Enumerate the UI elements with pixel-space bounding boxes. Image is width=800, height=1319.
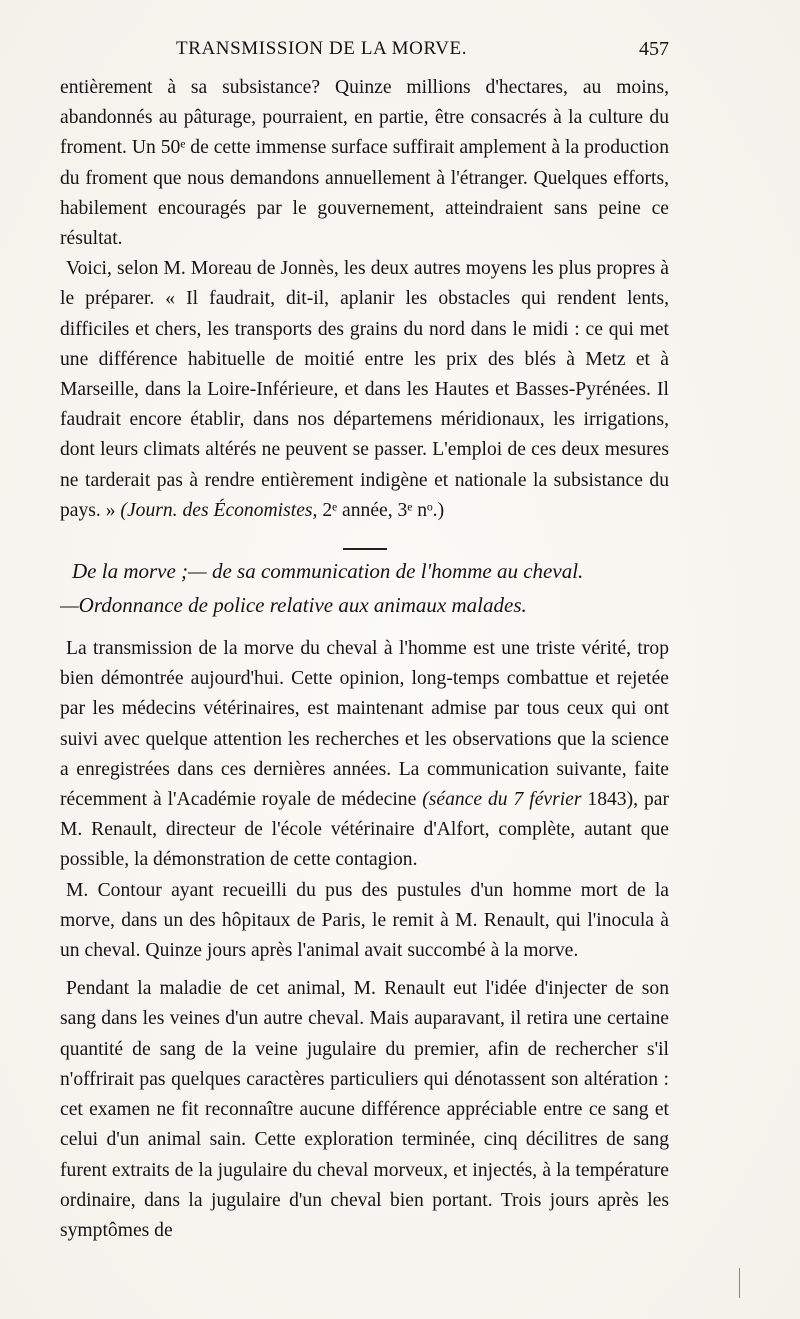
paragraph-3-text-a: La transmission de la morve du cheval à l'homme est une triste vérité, trop bien démontrée aujourd'hui. Cette opinion, long-temps combattue et rejetée par les médecins vétérinaires, est maintenant admise par tous ceux qui ont suivi avec quelque attention les recherches et les observations que la science a enregistrées dans ces dernières années. La communication suivante, faite récemment à l'Académie royale de médecine bbox=[60, 638, 669, 811]
paragraph-2-text: Voici, selon M. Moreau de Jonnès, les deux autres moyens les plus propres à le préparer. « Il faudrait, dit-il, aplanir les obstacles qui rendent lents, difficiles et chers, les transports des grains du nord dans le midi : ce qui met une différence habituelle de moitié entre les prix des blés à Metz et à Marseille, dans la Loire-Inférieure, et dans les Hautes et Basses-Pyrénées. Il faudrait encore établir, dans nos départemens méridionaux, les irrigations, dont leurs climats altérés ne peuvent se passer. L'emploi de ces deux mesures ne tarderait pas à rendre entièrement indigène et nationale la subsistance du pays. » bbox=[60, 258, 669, 521]
body-text bbox=[60, 73, 669, 1246]
paragraph-3-text-b: 1843), par M. Renault, directeur de l'école vétérinaire d'Alfort, complète, autant que possible, la démonstration de cette contagion. bbox=[60, 789, 669, 871]
citation-source: (Journ. des Économistes, bbox=[120, 499, 318, 521]
session-date: (séance du 7 février bbox=[422, 789, 582, 811]
margin-mark bbox=[739, 1268, 740, 1298]
running-title: TRANSMISSION DE LA MORVE. bbox=[176, 38, 468, 59]
paragraph-1: entièrement à sa subsistance? Quinze millions d'hectares, au moins, abandonnés au pâturage, pourraient, en partie, être consacrés à la culture du froment. Un 50ᵉ de cette immense surface suffirait amplement à la production du froment que nous demandons annuellement à l'étranger. Quelques efforts, habilement encouragés par le gouvernement, atteindraient sans peine ce résultat. bbox=[60, 77, 669, 250]
page-number: 457 bbox=[639, 38, 669, 60]
citation-end: 2ᵉ année, 3ᵉ nᵒ.) bbox=[317, 499, 445, 521]
section-title-line-2: —Ordonnance de police relative aux animaux malades. bbox=[60, 593, 527, 618]
paragraph-4: M. Contour ayant recueilli du pus des pustules d'un homme mort de la morve, dans un des hôpitaux de Paris, le remit à M. Renault, qui l'inocula à un cheval. Quinze jours après l'animal avait succombé à la morve. bbox=[60, 879, 669, 962]
paragraph-5: Pendant la maladie de cet animal, M. Renault eut l'idée d'injecter de son sang dans les veines d'un autre cheval. Mais auparavant, il retira une certaine quantité de sang de la veine jugulaire du premier, afin de rechercher s'il n'offrirait pas quelques caractères particuliers qui dénotassent son altération : cet examen ne fit reconnaître aucune différence appréciable entre ce sang et celui d'un animal sain. Cette exploration terminée, cinq décilitres de sang furent extraits de la jugulaire du cheval morveux, et injectés, à la température ordinaire, dans la jugulaire d'un cheval bien portant. Trois jours après les symptômes de bbox=[60, 978, 669, 1241]
paragraph-2 bbox=[60, 254, 669, 526]
paragraph-3 bbox=[60, 634, 669, 876]
section-divider bbox=[343, 548, 387, 550]
section-title bbox=[60, 554, 669, 622]
section-title-line-1: De la morve ;— de sa communication de l'homme au cheval. bbox=[72, 559, 584, 584]
running-head bbox=[60, 38, 669, 68]
